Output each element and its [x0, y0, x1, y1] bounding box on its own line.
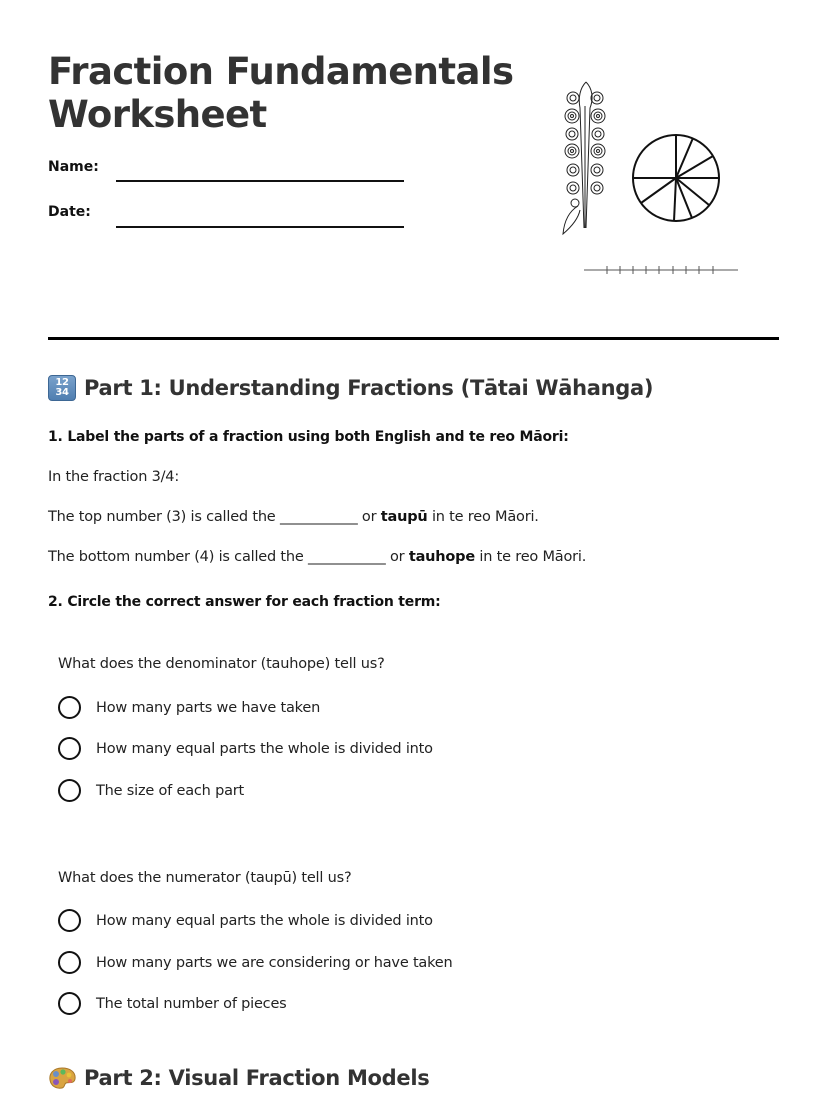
question-1-intro: In the fraction 3/4: [48, 469, 180, 485]
option-label: The total number of pieces [96, 995, 287, 1012]
option-label: How many equal parts the whole is divided into [96, 912, 433, 929]
part1-heading-text: Part 1: Understanding Fractions (Tātai Wāhanga) [84, 376, 654, 400]
part2-heading [48, 1066, 429, 1090]
input-numbers-icon [48, 375, 76, 401]
question-1-line-bottom [48, 549, 586, 565]
part1-heading [48, 375, 653, 401]
radio-circle-icon[interactable] [58, 951, 81, 974]
denominator-question: What does the denominator (tauhope) tell us? [58, 656, 385, 672]
artist-palette-icon [48, 1066, 76, 1090]
date-label: Date: [48, 204, 91, 220]
denominator-blank[interactable]: ___________ [308, 549, 386, 565]
date-field[interactable] [116, 226, 404, 228]
question-2-title: 2. Circle the correct answer for each fraction term: [48, 594, 441, 610]
numerator-option-2[interactable] [58, 951, 453, 974]
section-divider [48, 337, 779, 340]
question-1-title: 1. Label the parts of a fraction using both English and te reo Māori: [48, 429, 569, 445]
icon-digits-top: 12 [55, 377, 69, 388]
radio-circle-icon[interactable] [58, 909, 81, 932]
option-label: The size of each part [96, 782, 245, 799]
denominator-option-1[interactable] [58, 696, 320, 719]
denominator-option-3[interactable] [58, 779, 244, 802]
numerator-option-1[interactable] [58, 909, 433, 932]
name-label: Name: [48, 159, 99, 175]
page-title [48, 50, 518, 136]
line-text: in te reo Māori. [427, 509, 539, 525]
icon-digits-bottom: 34 [55, 387, 69, 398]
radio-circle-icon[interactable] [58, 992, 81, 1015]
option-label: How many parts we are considering or have taken [96, 954, 453, 971]
line-text: The top number (3) is called the [48, 509, 280, 525]
title-line-1: Fraction Fundamentals [48, 50, 514, 93]
numerator-blank[interactable]: ___________ [279, 509, 358, 525]
option-label: How many equal parts the whole is divided into [96, 740, 433, 757]
fraction-circle-icon [630, 132, 722, 224]
line-text: or [357, 509, 381, 525]
title-line-2: Worksheet [48, 93, 267, 136]
denominator-option-2[interactable] [58, 737, 433, 760]
fern-frond-icon [558, 78, 610, 238]
maori-term-taupu: taupū [380, 509, 428, 525]
radio-circle-icon[interactable] [58, 779, 81, 802]
maori-term-tauhope: tauhope [408, 549, 475, 565]
radio-circle-icon[interactable] [58, 696, 81, 719]
number-line-icon [582, 262, 740, 278]
line-text: The bottom number (4) is called the [48, 549, 309, 565]
numerator-option-3[interactable] [58, 992, 287, 1015]
line-text: in te reo Māori. [475, 549, 587, 565]
part2-heading-text: Part 2: Visual Fraction Models [84, 1066, 430, 1090]
radio-circle-icon[interactable] [58, 737, 81, 760]
name-field[interactable] [116, 180, 404, 182]
line-text: or [385, 549, 409, 565]
question-1-line-top [48, 509, 539, 525]
numerator-question: What does the numerator (taupū) tell us? [58, 870, 352, 886]
option-label: How many parts we have taken [96, 699, 321, 716]
